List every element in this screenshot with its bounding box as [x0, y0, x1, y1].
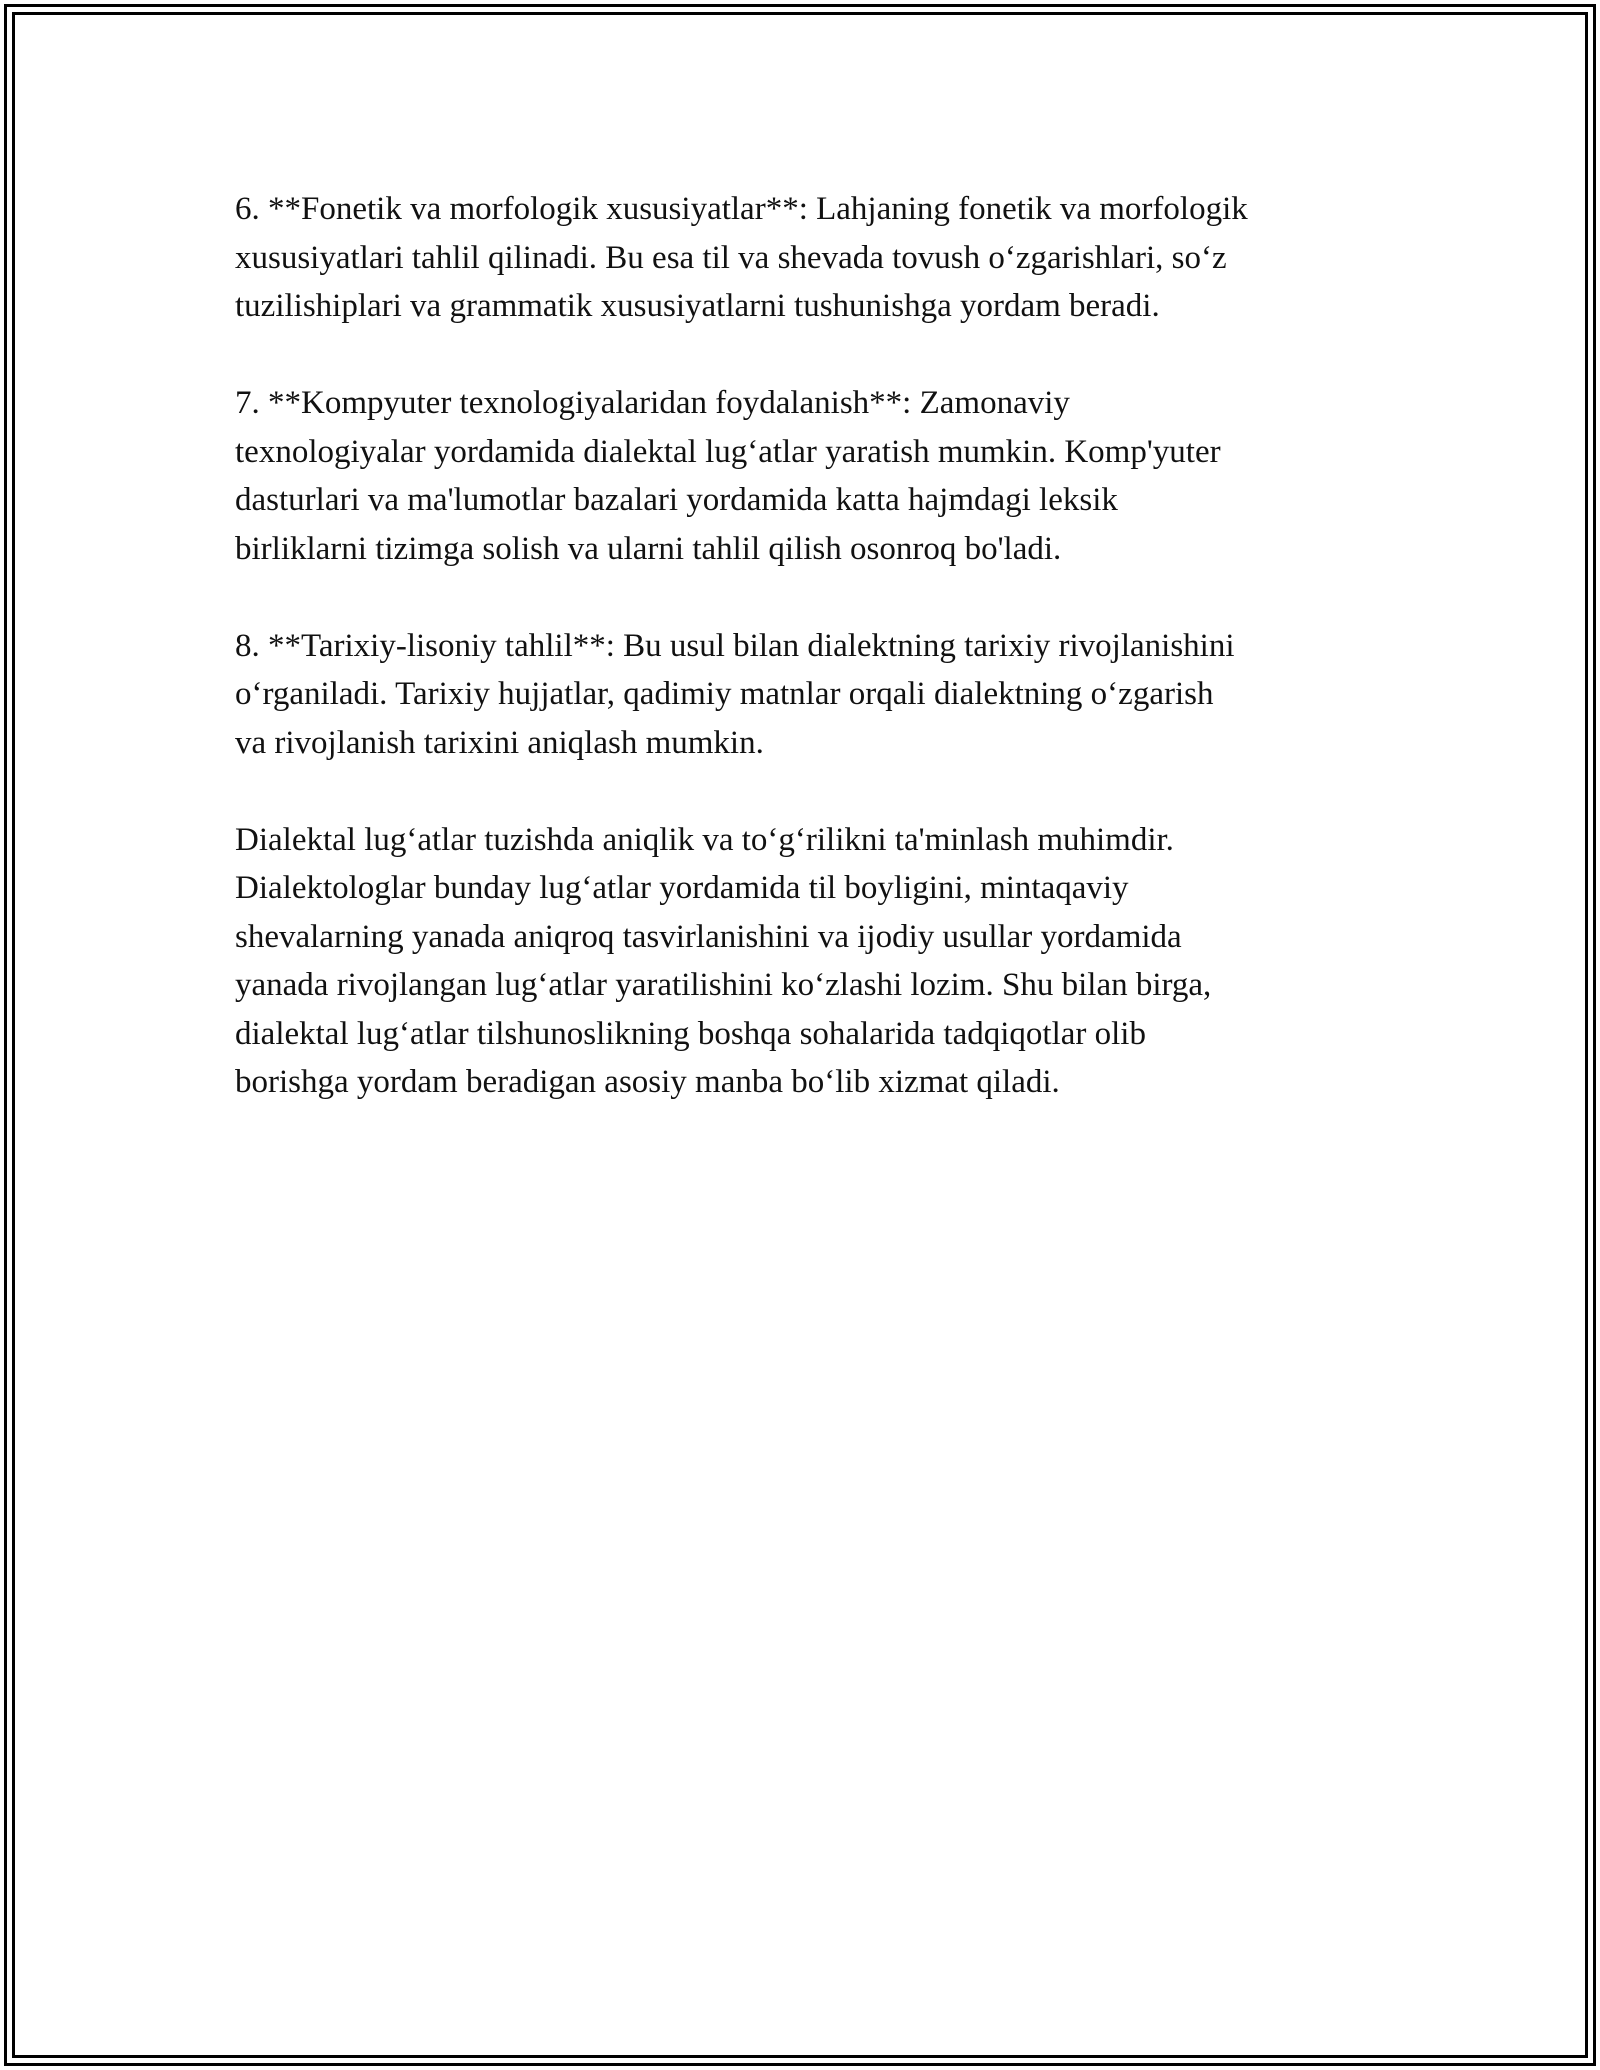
- paragraph-fonetik: 6. **Fonetik va morfologik xususiyatlar**: Lahjaning fonetik va morfologik xususiyatlari tahlil qilinadi. Bu esa til va shevada tovush o‘zgarishlari, so‘z tuzilishiplari va grammatik xususiyatlarni tushunishga yordam beradi.: [235, 191, 1248, 324]
- paragraph-conclusion: Dialektal lug‘atlar tuzishda aniqlik va to‘g‘rilikni ta'minlash muhimdir. Dialektologlar bunday lug‘atlar yordamida til boyligini, mintaqaviy shevalarning yanada aniqroq tasvirlanishini va ijodiy usullar yordamida yanada rivojlangan lug‘atlar yaratilishini ko‘zlashi lozim. Shu bilan birga, dialektal lug‘atlar tilshunoslikning boshqa sohalarida tadqiqotlar olib borishga yordam beradigan asosiy manba bo‘lib xizmat qiladi.: [235, 821, 1212, 1100]
- paragraph-tarixiy: 8. **Tarixiy-lisoniy tahlil**: Bu usul bilan dialektning tarixiy rivojlanishini o‘rganiladi. Tarixiy hujjatlar, qadimiy matnlar orqali dialektning o‘zgarish va rivojlanish tarixini aniqlash mumkin.: [235, 627, 1235, 761]
- paragraph-kompyuter: 7. **Kompyuter texnologiyalaridan foydalanish**: Zamonaviy texnologiyalar yordamida dialektal lug‘atlar yaratish mumkin. Komp'yuter dasturlari va ma'lumotlar bazalari yordamida katta hajmdagi leksik birliklarni tizimga solish va ularni tahlil qilish osonroq bo'ladi.: [235, 385, 1221, 567]
- document-body: [235, 185, 1375, 1155]
